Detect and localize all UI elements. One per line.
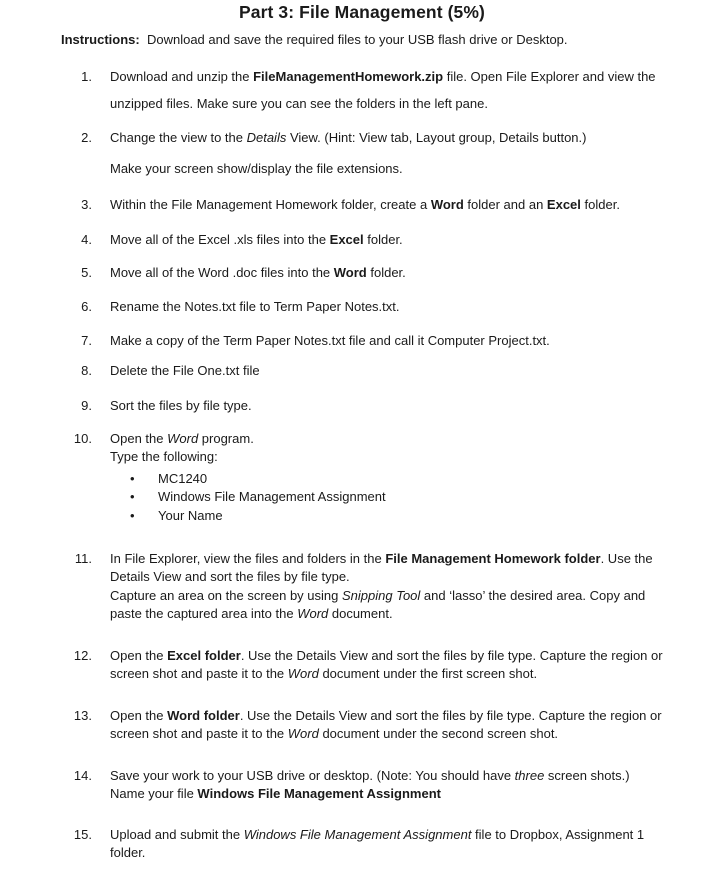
step-number: 15. [73, 827, 92, 842]
step-line [110, 96, 488, 111]
italic-text: three [514, 768, 545, 783]
step-line [110, 666, 537, 681]
step-number: 6. [81, 299, 92, 314]
text: folder and an [463, 197, 547, 212]
step-line [110, 431, 254, 446]
step-line [110, 232, 403, 247]
step-line [110, 363, 260, 378]
bold-text: Excel [546, 197, 581, 212]
text: Rename the Notes.txt file to Term Paper Notes.txt. [110, 299, 400, 314]
step-line [110, 161, 403, 176]
step-line [110, 265, 406, 280]
bullet-icon: • [130, 489, 135, 504]
step-number: 1. [81, 69, 92, 84]
text: folder. [366, 265, 406, 280]
step-line [110, 551, 653, 566]
text: paste the captured area into the [110, 606, 298, 621]
text: Save your work to your USB drive or desktop. (Note: You should have [110, 768, 515, 783]
text: Make a copy of the Term Paper Notes.txt file and call it Computer Project.txt. [110, 333, 550, 348]
text: Move all of the Word .doc files into the [110, 265, 334, 280]
step-number: 5. [81, 265, 92, 280]
italic-text: Windows File Management Assignment [243, 827, 472, 842]
step-line [110, 69, 656, 84]
text: Move all of the Excel .xls files into the [110, 232, 330, 247]
text: Sort the files by file type. [110, 398, 252, 413]
text: In File Explorer, view the files and folders in the [110, 551, 386, 566]
text: Capture an area on the screen by using [110, 588, 342, 603]
step-line [110, 708, 662, 723]
text: View. (Hint: View tab, Layout group, Details button.) [286, 130, 587, 145]
text: and ‘lasso’ the desired area. Copy and [420, 588, 646, 603]
text: file. Open File Explorer and view the [443, 69, 656, 84]
step-line [110, 827, 644, 842]
instructions-text: Download and save the required files to your USB flash drive or Desktop. [146, 32, 568, 47]
text: Details View and sort the files by file type. [110, 569, 350, 584]
step-number: 8. [81, 363, 92, 378]
step-line [110, 130, 586, 145]
step-number: 10. [73, 431, 92, 446]
italic-text: Word [167, 431, 199, 446]
instructions-label: Instructions: [61, 32, 140, 47]
text: Delete the File One.txt file [110, 363, 260, 378]
bullet-icon: • [130, 508, 135, 523]
step-line [110, 449, 218, 464]
step-line [110, 768, 630, 783]
step-line [110, 845, 145, 860]
text: program. [198, 431, 254, 446]
bold-text: FileManagementHomework.zip [253, 69, 444, 84]
step-line [110, 606, 393, 621]
step-number: 13. [73, 708, 92, 723]
text: screen shot and paste it to the [110, 666, 288, 681]
text: document under the second screen shot. [318, 726, 559, 741]
step-line [110, 569, 350, 584]
text: screen shots.) [544, 768, 630, 783]
text: document. [328, 606, 393, 621]
text: Upload and submit the [110, 827, 244, 842]
italic-text: Details [246, 130, 287, 145]
italic-text: Snipping Tool [341, 588, 421, 603]
step-number: 11. [74, 551, 92, 566]
step-number: 12. [73, 648, 92, 663]
text: Open the [110, 708, 168, 723]
bold-text: Windows File Management Assignment [197, 786, 441, 801]
text: unzipped files. Make sure you can see the folders in the left pane. [110, 96, 488, 111]
step-number: 7. [81, 333, 92, 348]
text: folder. [363, 232, 403, 247]
italic-text: Word [287, 726, 319, 741]
step-number: 2. [81, 130, 92, 145]
text: folder. [580, 197, 620, 212]
bold-text: Excel folder [167, 648, 241, 663]
italic-text: Word [297, 606, 329, 621]
text: Download and unzip the [110, 69, 254, 84]
text: document under the first screen shot. [318, 666, 538, 681]
bold-text: Word [430, 197, 464, 212]
step-number: 4. [81, 232, 92, 247]
step-number: 3. [81, 197, 92, 212]
step-number: 9. [81, 398, 92, 413]
step-line [110, 786, 441, 801]
page-title: Part 3: File Management (5%) [239, 2, 485, 22]
step-line [110, 197, 620, 212]
text: Within the File Management Homework folder, create a [110, 197, 431, 212]
bold-text: Word folder [167, 708, 240, 723]
text: Make your screen show/display the file extensions. [110, 161, 403, 176]
text: . Use the [600, 551, 653, 566]
step-line [110, 588, 645, 603]
step-line [110, 398, 252, 413]
text: Change the view to the [110, 130, 247, 145]
text: . Use the Details View and sort the files by file type. Capture the region or [239, 708, 662, 723]
text: folder. [110, 845, 146, 860]
bullet-text: Windows File Management Assignment [158, 489, 386, 504]
step-line [110, 333, 550, 348]
text: Open the [110, 648, 168, 663]
bullet-icon: • [130, 471, 135, 486]
bold-text: File Management Homework folder [385, 551, 601, 566]
step-number: 14. [73, 768, 92, 783]
step-line [110, 726, 558, 741]
text: Name your file [110, 786, 198, 801]
bold-text: Excel [329, 232, 364, 247]
text: file to Dropbox, Assignment 1 [471, 827, 645, 842]
bullet-text: MC1240 [158, 471, 208, 486]
italic-text: Word [287, 666, 319, 681]
text: screen shot and paste it to the [110, 726, 288, 741]
text: Open the [110, 431, 168, 446]
bullet-text: Your Name [158, 508, 223, 523]
step-line [110, 648, 663, 663]
instructions [61, 32, 568, 47]
text: Type the following: [110, 449, 218, 464]
text: . Use the Details View and sort the files by file type. Capture the region or [240, 648, 663, 663]
step-line [110, 299, 400, 314]
bold-text: Word [333, 265, 367, 280]
